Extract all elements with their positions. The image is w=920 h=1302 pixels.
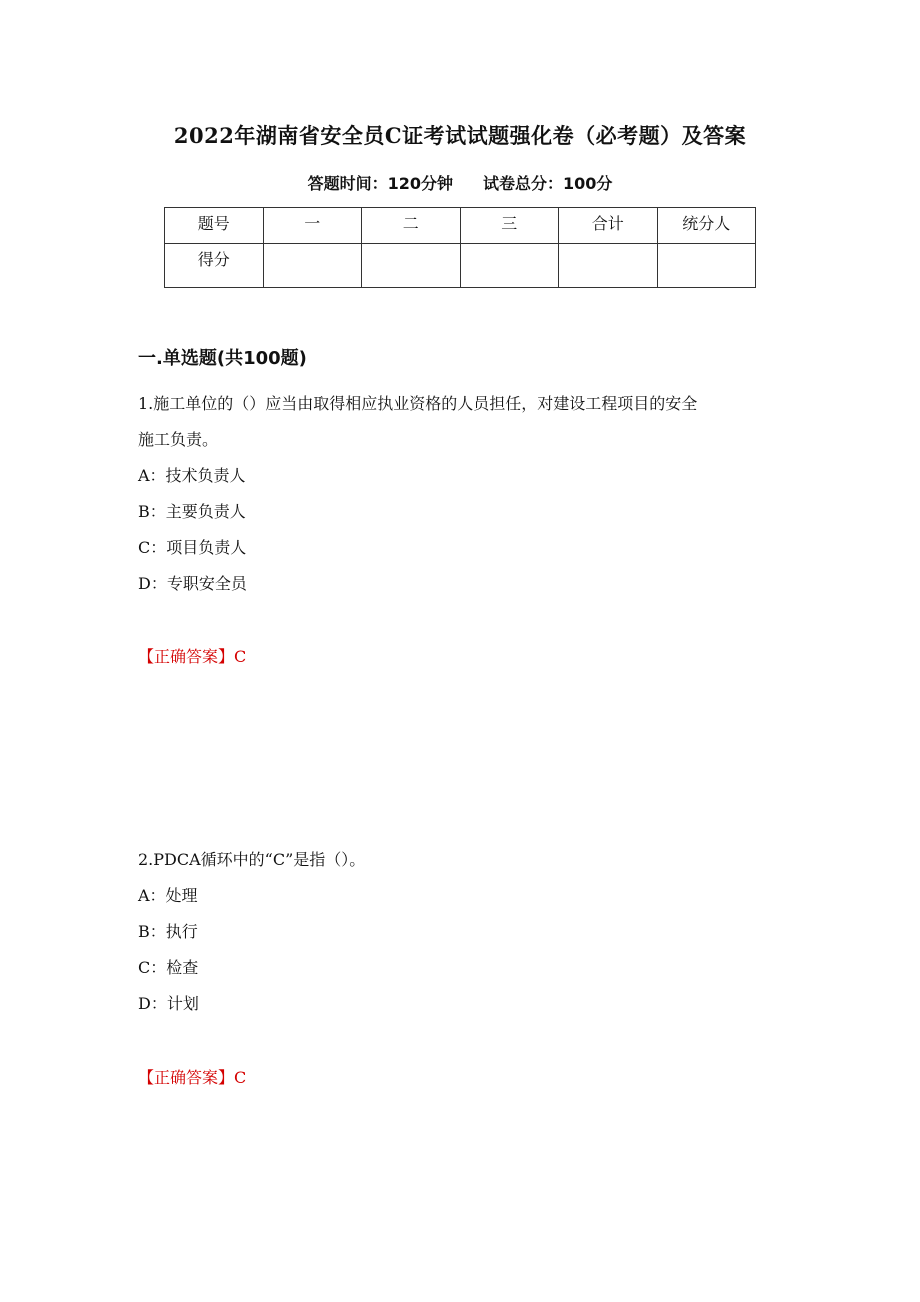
total-score: 试卷总分：100分	[483, 174, 613, 193]
option-c: C：检查	[138, 958, 199, 977]
score-cell	[460, 244, 559, 288]
answer-2	[138, 1066, 246, 1090]
score-row-label: 得分	[165, 244, 264, 288]
score-cell	[362, 244, 461, 288]
document-title: 2022年湖南省安全员C证考试试题强化卷（必考题）及答案	[173, 123, 747, 148]
score-table-header-cell: 题号	[165, 208, 264, 244]
score-table-header-cell: 三	[460, 208, 559, 244]
score-table-header-cell: 统分人	[657, 208, 756, 244]
option-b: B：主要负责人	[138, 502, 246, 521]
score-cell	[263, 244, 362, 288]
answer-1	[138, 645, 246, 669]
option-d: D：计划	[138, 994, 199, 1013]
score-table	[164, 207, 756, 288]
score-table-header-cell: 合计	[559, 208, 658, 244]
exam-time: 答题时间：120分钟	[307, 174, 453, 193]
score-table-header-cell: 二	[362, 208, 461, 244]
option-a: A：技术负责人	[138, 466, 246, 485]
option-b: B：执行	[138, 922, 198, 941]
exam-info	[0, 173, 920, 195]
option-a: A：处理	[138, 886, 198, 905]
answer-value: C	[234, 647, 247, 666]
option-d: D：专职安全员	[138, 574, 247, 593]
question-1	[138, 386, 788, 602]
question-stem-cont: 施工负责。	[138, 430, 219, 449]
answer-label: 【正确答案】	[138, 1068, 235, 1087]
score-cell	[657, 244, 756, 288]
answer-label: 【正确答案】	[138, 647, 235, 666]
answer-value: C	[234, 1068, 247, 1087]
score-table-row	[165, 244, 756, 288]
question-stem: 2.PDCA循环中的“C”是指（）。	[138, 850, 366, 869]
question-stem: 1.施工单位的（）应当由取得相应执业资格的人员担任，对建设工程项目的安全	[138, 394, 698, 413]
section-heading: 一.单选题(共100题)	[138, 348, 307, 369]
score-table-header-row	[165, 208, 756, 244]
score-cell	[559, 244, 658, 288]
score-table-header-cell: 一	[263, 208, 362, 244]
option-c: C：项目负责人	[138, 538, 247, 557]
question-2	[138, 842, 788, 1022]
